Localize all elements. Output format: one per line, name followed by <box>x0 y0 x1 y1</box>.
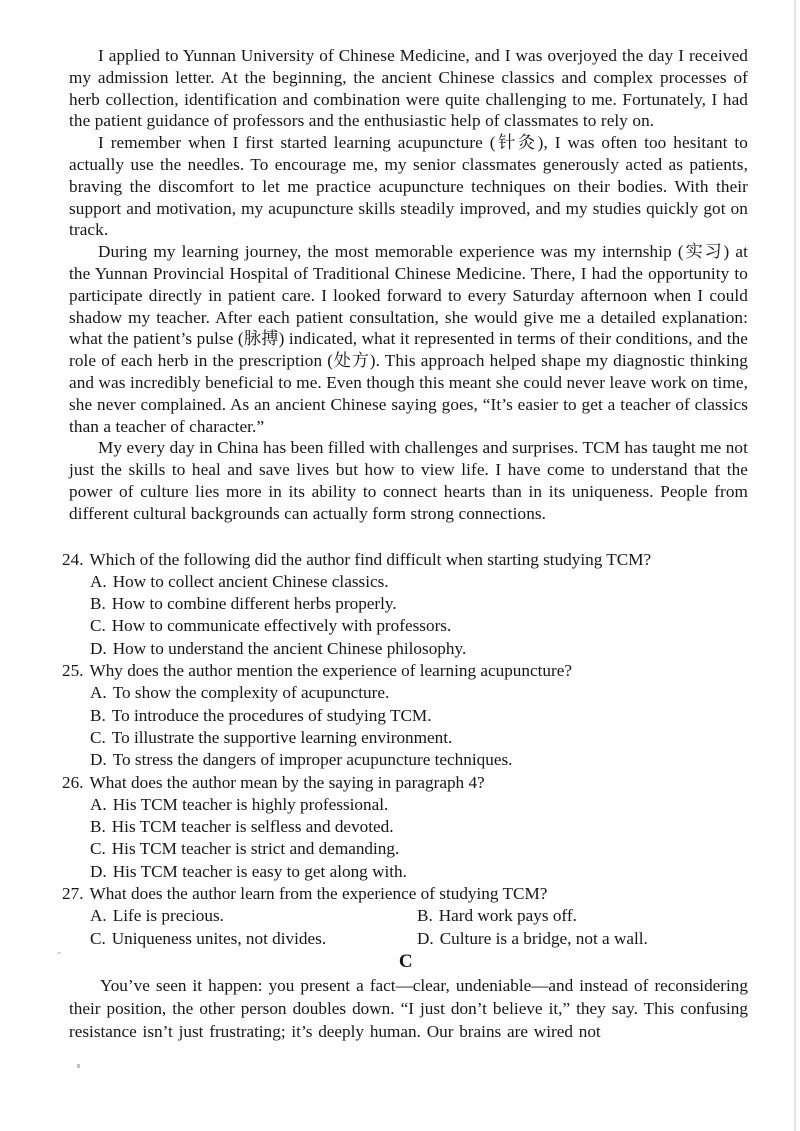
passage-paragraph-3: During my learning journey, the most memorable experience was my internship (实习) at the Yunnan Provincial Hospital of Traditional Chinese Medicine. There, I had the opportunity to participate directly in patient care. I looked forward to every Saturday afternoon when I could shadow my teacher. After each patient consultation, she would give me a detailed explanation: what the patient’s pulse (脉搏) indicated, what it represented in terms of their conditions, and the role of each herb in the prescription (处方). This approach helped shape my diagnostic thinking and was incredibly beneficial to me. Even though this meant she could never leave work on time, she never complained. As an ancient Chinese saying goes, “It’s easier to get a teacher of classics than a teacher of character.” <box>69 242 748 436</box>
question-text: What does the author mean by the saying in paragraph 4? <box>89 772 485 792</box>
option-text: How to communicate effectively with professors. <box>111 616 452 636</box>
option-label: D. <box>90 638 107 658</box>
option-label: B. <box>90 594 106 614</box>
question-26 <box>62 772 750 883</box>
question-number: 24. <box>62 549 84 569</box>
option-text: Uniqueness unites, not divides. <box>111 928 327 948</box>
options-list <box>62 905 750 950</box>
option-text: How to collect ancient Chinese classics. <box>112 571 389 591</box>
question-text: Which of the following did the author find difficult when starting studying TCM? <box>89 549 652 569</box>
option-row <box>90 615 750 637</box>
option-row <box>90 593 750 615</box>
option-row <box>90 838 750 860</box>
question-line <box>62 660 750 682</box>
option-label: A. <box>90 571 107 591</box>
option-text: Culture is a bridge, not a wall. <box>439 928 648 948</box>
option-row <box>90 705 750 727</box>
option-label: C. <box>90 928 106 948</box>
option-text: How to understand the ancient Chinese philosophy. <box>112 638 467 658</box>
option-label: D. <box>90 861 107 881</box>
option-label: B. <box>90 817 106 837</box>
option-row <box>90 638 750 660</box>
option-text: Life is precious. <box>112 906 224 926</box>
option-text: To show the complexity of acupuncture. <box>112 683 390 703</box>
page-content <box>62 45 750 1043</box>
option-label: D. <box>90 750 107 770</box>
option-text: His TCM teacher is selfless and devoted. <box>111 817 394 837</box>
option-label: C. <box>90 839 106 859</box>
option-row <box>417 905 750 927</box>
option-label: C. <box>90 616 106 636</box>
question-25 <box>62 660 750 771</box>
scan-speck <box>57 952 61 954</box>
question-line <box>62 883 750 905</box>
option-text: His TCM teacher is highly professional. <box>112 794 389 814</box>
question-number: 26. <box>62 772 84 792</box>
option-row <box>90 571 750 593</box>
options-list <box>62 682 750 771</box>
option-row <box>90 749 750 771</box>
option-row <box>90 682 750 704</box>
option-label: A. <box>90 906 107 926</box>
option-label: B. <box>417 906 433 926</box>
option-row <box>90 905 417 927</box>
question-text: Why does the author mention the experience of learning acupuncture? <box>89 661 572 681</box>
option-row <box>90 861 750 883</box>
scan-edge-artifact <box>794 0 796 1131</box>
option-text: To illustrate the supportive learning environment. <box>111 727 453 747</box>
section-c-heading: C <box>398 950 414 972</box>
option-label: D. <box>417 928 434 948</box>
option-text: To stress the dangers of improper acupuncture techniques. <box>112 750 513 770</box>
option-row <box>90 816 750 838</box>
option-label: A. <box>90 683 107 703</box>
option-row <box>90 928 417 950</box>
options-list <box>62 571 750 660</box>
option-label: A. <box>90 794 107 814</box>
questions-section <box>62 549 750 950</box>
option-row <box>90 727 750 749</box>
option-text: Hard work pays off. <box>438 906 577 926</box>
option-label: B. <box>90 705 106 725</box>
question-text: What does the author learn from the experience of studying TCM? <box>89 883 548 903</box>
option-text: How to combine different herbs properly. <box>111 594 397 614</box>
option-text: His TCM teacher is strict and demanding. <box>111 839 400 859</box>
option-label: C. <box>90 727 106 747</box>
options-list <box>62 794 750 883</box>
question-line <box>62 772 750 794</box>
reading-passage <box>62 45 750 525</box>
question-number: 25. <box>62 661 84 681</box>
question-number: 27. <box>62 883 84 903</box>
section-c-paragraph: You’ve seen it happen: you present a fact—clear, undeniable—and instead of reconsidering their position, the other person doubles down. “I just don’t believe it,” they say. This confusing resistance isn’t just frustrating; it’s deeply human. Our brains are wired not <box>69 975 748 1041</box>
question-line <box>62 549 750 571</box>
passage-paragraph-2: I remember when I first started learning acupuncture (针灸), I was often too hesitant to actually use the needles. To encourage me, my senior classmates generously acted as patients, braving the discomfort to let me practice acupuncture techniques on their bodies. With their support and motivation, my acupuncture skills steadily improved, and my studies quickly got on track. <box>69 133 748 240</box>
option-text: To introduce the procedures of studying TCM. <box>111 705 432 725</box>
passage-paragraph-4: My every day in China has been filled with challenges and surprises. TCM has taught me not just the skills to heal and save lives but how to view life. I have come to understand that the power of culture lies more in its ability to connect hearts than in its uniqueness. People from different cultural backgrounds can actually form strong connections. <box>69 438 748 523</box>
question-24 <box>62 549 750 660</box>
scan-speck <box>77 1064 80 1068</box>
passage-paragraph-1: I applied to Yunnan University of Chinese Medicine, and I was overjoyed the day I received my admission letter. At the beginning, the ancient Chinese classics and complex processes of herb collection, identification and combination were quite challenging to me. Fortunately, I had the patient guidance of professors and the enthusiastic help of classmates to rely on. <box>69 46 748 131</box>
option-text: His TCM teacher is easy to get along with. <box>112 861 407 881</box>
option-row <box>417 928 750 950</box>
question-27 <box>62 883 750 950</box>
option-row <box>90 794 750 816</box>
